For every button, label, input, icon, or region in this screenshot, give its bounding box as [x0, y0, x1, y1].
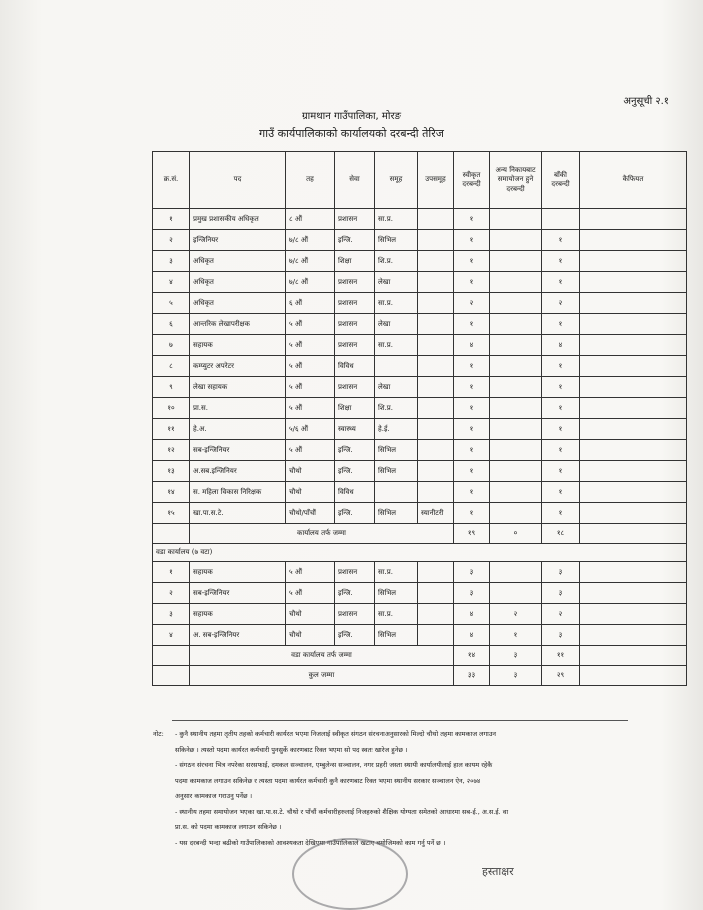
table-cell: चौथो	[286, 482, 335, 503]
column-header: स्वीकृत दरबन्दी	[454, 152, 490, 209]
table-body	[153, 209, 687, 686]
table-cell: ३	[542, 583, 580, 604]
total-approved: १९	[454, 524, 490, 544]
table-cell: १	[454, 209, 490, 230]
table-cell: अ.सब.इन्जिनियर	[190, 461, 286, 482]
table-row	[153, 230, 687, 251]
table-cell: प्रशासन	[335, 209, 375, 230]
table-cell	[418, 335, 454, 356]
table-cell: स्वास्थ्य	[335, 419, 375, 440]
table-cell: कम्प्युटर अपरेटर	[190, 356, 286, 377]
table-cell: सिभिल	[375, 461, 418, 482]
table-cell: १	[542, 482, 580, 503]
note-line: - यस दरबन्दी भन्दा बढीको गाउँपालिकाको आवश्यकता देखिएमा गाउँपालिकाले खटाए बमोजिमको काम गर्नु पर्ने छ ।	[175, 838, 446, 847]
table-cell: १	[153, 209, 190, 230]
table-cell: १	[454, 419, 490, 440]
table-cell: २	[490, 604, 542, 625]
table-cell	[490, 419, 542, 440]
table-cell: १	[542, 398, 580, 419]
table-cell	[490, 209, 542, 230]
table-cell	[580, 377, 687, 398]
note-line: प्रा.स. को पदमा कामकाज लगाउन सकिनेछ ।	[175, 823, 282, 831]
table-cell	[418, 440, 454, 461]
table-cell: ३	[542, 562, 580, 583]
table-cell	[418, 314, 454, 335]
municipality-name: ग्रामथान गाउँपालिका, मोरङ	[302, 111, 401, 122]
table-cell: १	[542, 272, 580, 293]
table-cell: ९	[153, 377, 190, 398]
table-cell: सब-इन्जिनियर	[190, 440, 286, 461]
empty-cell	[153, 666, 190, 686]
table-cell: २	[153, 583, 190, 604]
table-cell	[580, 583, 687, 604]
table-cell	[542, 209, 580, 230]
table-row	[153, 440, 687, 461]
table-cell: १	[454, 440, 490, 461]
table-cell	[418, 356, 454, 377]
table-cell	[490, 482, 542, 503]
note-line: अनुसार कामकाज गराउनु पर्नेछ ।	[175, 792, 253, 800]
table-cell: ३	[153, 604, 190, 625]
grand-total-row	[153, 666, 687, 686]
table-cell: अ. सब-इन्जिनियर	[190, 625, 286, 646]
table-cell: लेखा	[375, 377, 418, 398]
table-cell	[580, 482, 687, 503]
table-cell: अधिकृत	[190, 293, 286, 314]
table-cell: १	[542, 440, 580, 461]
table-row	[153, 583, 687, 604]
table-row	[153, 335, 687, 356]
total-remaining: १८	[542, 524, 580, 544]
notes-section	[153, 727, 627, 851]
table-cell	[490, 272, 542, 293]
table-cell: शिक्षा	[335, 251, 375, 272]
table-cell: १	[542, 230, 580, 251]
total-adjusted: ०	[490, 524, 542, 544]
notes-divider	[172, 720, 628, 721]
table-cell: सिभिल	[375, 503, 418, 524]
column-header: तह	[286, 152, 335, 209]
table-cell: प्रशासन	[335, 335, 375, 356]
table-row	[153, 356, 687, 377]
table-cell	[418, 419, 454, 440]
table-cell	[490, 230, 542, 251]
table-cell	[418, 583, 454, 604]
table-cell	[580, 335, 687, 356]
table-cell: ११	[153, 419, 190, 440]
table-cell	[490, 440, 542, 461]
table-cell: ५ औं	[286, 314, 335, 335]
table-cell: ६ औं	[286, 293, 335, 314]
table-cell: १	[542, 419, 580, 440]
table-cell: इन्जि.	[335, 461, 375, 482]
table-cell: चौथो/पाँचौं	[286, 503, 335, 524]
table-cell: चौथो	[286, 461, 335, 482]
table-cell: १	[542, 314, 580, 335]
table-cell	[580, 398, 687, 419]
table-cell: ५ औं	[286, 377, 335, 398]
staffing-table	[152, 151, 687, 686]
table-cell: २	[153, 230, 190, 251]
table-cell: प्रा.स.	[190, 398, 286, 419]
table-cell: सहायक	[190, 562, 286, 583]
table-cell: चौथो	[286, 604, 335, 625]
table-cell	[580, 230, 687, 251]
table-cell: १	[542, 503, 580, 524]
table-cell	[580, 356, 687, 377]
table-cell: १	[454, 482, 490, 503]
table-cell	[490, 503, 542, 524]
table-cell: २	[542, 604, 580, 625]
table-cell	[490, 335, 542, 356]
table-row	[153, 398, 687, 419]
table-cell: १	[542, 377, 580, 398]
table-cell	[490, 356, 542, 377]
table-cell: २	[542, 293, 580, 314]
table-cell	[490, 314, 542, 335]
column-header: सेवा	[335, 152, 375, 209]
table-row	[153, 625, 687, 646]
table-cell: ५ औं	[286, 356, 335, 377]
table-cell: प्रशासन	[335, 314, 375, 335]
table-cell	[418, 398, 454, 419]
total-approved: ३३	[454, 666, 490, 686]
note-line: पदमा कामकाज लगाउन सकिनेछ र त्यस्ता पदमा कार्यरत कर्मचारी कुनै कारणबाट रिक्त भएमा स्थानीय सरकार सञ्चालन ऐन, २०७४	[175, 776, 481, 785]
table-cell	[580, 440, 687, 461]
table-cell: ४	[454, 604, 490, 625]
table-row	[153, 272, 687, 293]
table-cell: सा.प्र.	[375, 293, 418, 314]
table-cell	[418, 604, 454, 625]
table-row	[153, 377, 687, 398]
table-cell: ३	[454, 583, 490, 604]
table-cell: ३	[454, 562, 490, 583]
table-cell: १	[454, 461, 490, 482]
table-cell	[580, 503, 687, 524]
table-cell	[375, 356, 418, 377]
note-line: - संगठन संरचना भित्र नपरेका सरसफाई, दमकल सञ्चालन, एम्बुलेन्स सञ्चालन, नगर प्रहरी जस्ता स्थायी कार्यालयीलाई हाल कायम रहेकै	[175, 761, 493, 769]
notes-label: नोट:	[153, 730, 164, 738]
table-cell: १	[454, 272, 490, 293]
ward-section-label: वडा कार्यालय (७ वटा)	[153, 544, 687, 562]
table-cell: लेखा	[375, 314, 418, 335]
table-cell: सहायक	[190, 335, 286, 356]
table-cell	[418, 272, 454, 293]
total-label: वडा कार्यालय तर्फ जम्मा	[190, 646, 454, 666]
table-cell	[580, 419, 687, 440]
office-total-row	[153, 524, 687, 544]
table-cell: प्रशासन	[335, 377, 375, 398]
table-cell: सिभिल	[375, 583, 418, 604]
table-cell: सा.प्र.	[375, 209, 418, 230]
table-cell: हे.अ.	[190, 419, 286, 440]
empty-cell	[580, 666, 687, 686]
table-cell	[418, 625, 454, 646]
note-line: - कुनै स्थानीय तहमा तृतीय तहको कर्मचारी कार्यरत भएमा निजलाई स्वीकृत संगठन संरचनाअनुसारको मिल्दो चौथो तहमा कामकाज लगाउन	[175, 730, 497, 738]
total-adjusted: ३	[490, 646, 542, 666]
table-cell: ५ औं	[286, 583, 335, 604]
table-cell	[418, 562, 454, 583]
ward-section-row	[153, 544, 687, 562]
table-row	[153, 562, 687, 583]
empty-cell	[153, 646, 190, 666]
table-cell: सिभिल	[375, 440, 418, 461]
table-cell	[580, 604, 687, 625]
table-cell: १४	[153, 482, 190, 503]
table-cell: ४	[542, 335, 580, 356]
table-cell: ७/८ औं	[286, 251, 335, 272]
table-header-row	[153, 152, 687, 209]
table-cell: चौथो	[286, 625, 335, 646]
table-cell	[580, 251, 687, 272]
table-cell	[580, 562, 687, 583]
table-cell: आन्तरिक लेखापरीक्षक	[190, 314, 286, 335]
table-cell	[580, 461, 687, 482]
table-row	[153, 293, 687, 314]
table-cell	[490, 398, 542, 419]
table-cell: अधिकृत	[190, 272, 286, 293]
table-cell	[490, 562, 542, 583]
table-cell: अधिकृत	[190, 251, 286, 272]
table-cell: लेखा	[375, 272, 418, 293]
table-cell	[418, 230, 454, 251]
note-line: - स्थानीय तहमा समायोजन भएका खा.पा.स.टे. चौथो र पाँचौं कर्मचारीहरुलाई निजहरुको शैक्षिक योग्यता समेतको आधारमा सब-ई., अ.स.ई. वा	[175, 807, 508, 816]
empty-cell	[580, 524, 687, 544]
table-cell: सब-इन्जिनियर	[190, 583, 286, 604]
table-cell	[418, 209, 454, 230]
table-cell	[418, 251, 454, 272]
table-cell	[580, 314, 687, 335]
table-cell: १	[490, 625, 542, 646]
table-cell: शिक्षा	[335, 398, 375, 419]
table-cell: ४	[153, 272, 190, 293]
column-header: अन्य निकायबाट समायोजन हुने दरबन्दी	[490, 152, 542, 209]
table-cell: १	[542, 251, 580, 272]
table-cell: ७/८ औं	[286, 230, 335, 251]
table-cell: १	[454, 230, 490, 251]
table-cell: स. महिला विकास निरिक्षक	[190, 482, 286, 503]
table-cell	[418, 482, 454, 503]
table-cell: सहायक	[190, 604, 286, 625]
ward-total-row	[153, 646, 687, 666]
empty-cell	[580, 646, 687, 666]
table-cell: सिभिल	[375, 625, 418, 646]
table-cell	[490, 293, 542, 314]
table-cell: विविध	[335, 356, 375, 377]
table-row	[153, 251, 687, 272]
table-cell	[580, 209, 687, 230]
table-cell	[580, 625, 687, 646]
table-cell: ५ औं	[286, 398, 335, 419]
table-cell: ३	[542, 625, 580, 646]
table-cell: हे.ई.	[375, 419, 418, 440]
column-header: कैफियत	[580, 152, 687, 209]
table-cell: ४	[454, 335, 490, 356]
table-cell: सिभिल	[375, 230, 418, 251]
table-cell: १	[454, 356, 490, 377]
table-row	[153, 314, 687, 335]
table-cell: प्रशासन	[335, 272, 375, 293]
table-cell: १३	[153, 461, 190, 482]
total-remaining: ११	[542, 646, 580, 666]
table-cell: स्यानीटरी	[418, 503, 454, 524]
table-cell: ७	[153, 335, 190, 356]
table-cell: खा.पा.स.टे.	[190, 503, 286, 524]
page-title: गाउँ कार्यपालिकाको कार्यालयको दरबन्दी तेरिज	[259, 127, 444, 140]
table-cell: ८	[153, 356, 190, 377]
total-label: कार्यालय तर्फ जम्मा	[190, 524, 454, 544]
table-cell: १	[454, 377, 490, 398]
column-header: क्र.सं.	[153, 152, 190, 209]
table-cell: सा.प्र.	[375, 562, 418, 583]
table-cell: शि.प्र.	[375, 398, 418, 419]
signature: हस्ताक्षर	[482, 865, 514, 878]
column-header: उपसमूह	[418, 152, 454, 209]
total-adjusted: ३	[490, 666, 542, 686]
table-cell	[490, 583, 542, 604]
table-cell: इन्जि.	[335, 503, 375, 524]
table-cell	[418, 461, 454, 482]
table-cell: ५ औं	[286, 440, 335, 461]
table-cell	[490, 461, 542, 482]
table-cell: इन्जि.	[335, 440, 375, 461]
total-label: कुल जम्मा	[190, 666, 454, 686]
note-line: सकिनेछ । त्यस्तो पदमा कार्यरत कर्मचारी पुनसुर्के कारणबाट रिक्त भएमा सो पद स्वतः खारेज हुनेछ ।	[175, 745, 408, 754]
table-cell: इन्जि.	[335, 583, 375, 604]
table-cell: ६	[153, 314, 190, 335]
table-cell: शि.प्र.	[375, 251, 418, 272]
table-cell: सा.प्र.	[375, 335, 418, 356]
table-cell: ५/६ औं	[286, 419, 335, 440]
table-cell: प्रमुख प्रशासकीय अधिकृत	[190, 209, 286, 230]
empty-cell	[153, 524, 190, 544]
table-row	[153, 419, 687, 440]
table-cell: ५ औं	[286, 562, 335, 583]
table-row	[153, 482, 687, 503]
table-cell: १	[454, 503, 490, 524]
table-cell: ५ औं	[286, 335, 335, 356]
table-cell: ८ औं	[286, 209, 335, 230]
office-seal	[292, 838, 408, 910]
table-row	[153, 461, 687, 482]
table-cell	[375, 482, 418, 503]
table-cell: इन्जिनियर	[190, 230, 286, 251]
table-cell	[580, 272, 687, 293]
table-cell: लेखा सहायक	[190, 377, 286, 398]
table-cell: १	[454, 251, 490, 272]
table-cell: ५	[153, 293, 190, 314]
table-cell: १	[454, 398, 490, 419]
table-cell: ३	[153, 251, 190, 272]
table-cell	[418, 377, 454, 398]
table-cell: १५	[153, 503, 190, 524]
table-cell: २	[454, 293, 490, 314]
table-cell: सा.प्र.	[375, 604, 418, 625]
total-remaining: २९	[542, 666, 580, 686]
table-cell: १	[542, 461, 580, 482]
table-cell: इन्जि.	[335, 625, 375, 646]
table-row	[153, 503, 687, 524]
table-cell: १२	[153, 440, 190, 461]
table-cell: ७/८ औं	[286, 272, 335, 293]
annex-label: अनुसूची २.१	[623, 96, 669, 107]
table-cell: विविध	[335, 482, 375, 503]
table-cell: प्रशासन	[335, 562, 375, 583]
table-cell: ४	[454, 625, 490, 646]
table-row	[153, 209, 687, 230]
table-cell: १०	[153, 398, 190, 419]
table-cell	[418, 293, 454, 314]
table-cell: १	[454, 314, 490, 335]
table-cell: प्रशासन	[335, 604, 375, 625]
table-cell: १	[153, 562, 190, 583]
table-cell: ४	[153, 625, 190, 646]
table-cell	[490, 251, 542, 272]
table-cell	[490, 377, 542, 398]
table-cell: प्रशासन	[335, 293, 375, 314]
column-header: बाँकी दरबन्दी	[542, 152, 580, 209]
column-header: पद	[190, 152, 286, 209]
table-cell	[580, 293, 687, 314]
table-cell: इन्जि.	[335, 230, 375, 251]
column-header: समूह	[375, 152, 418, 209]
table-cell: १	[542, 356, 580, 377]
table-row	[153, 604, 687, 625]
total-approved: १४	[454, 646, 490, 666]
